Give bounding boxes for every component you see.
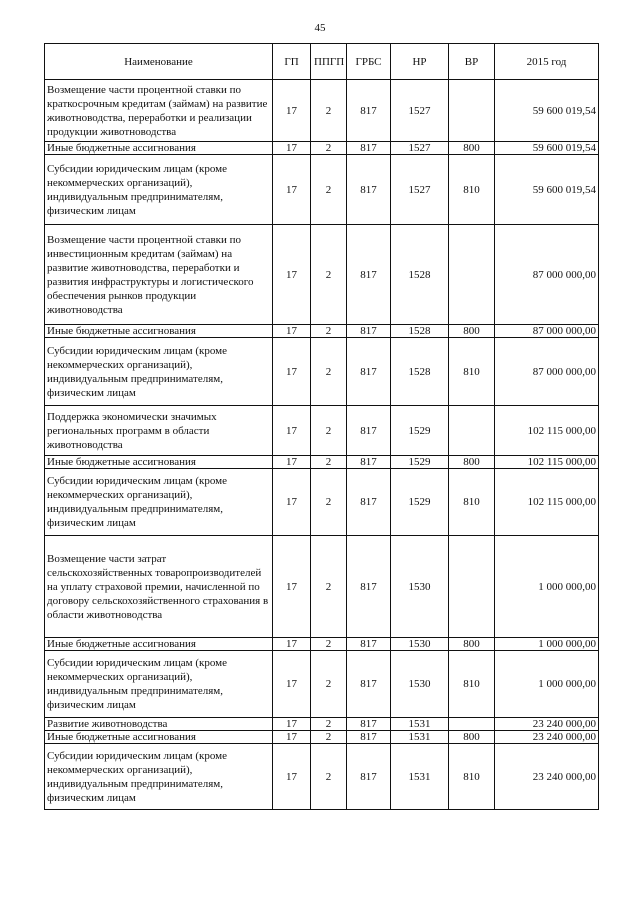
header-vr: ВР (449, 44, 495, 80)
row-grbs: 817 (347, 651, 391, 718)
row-ppgp: 2 (311, 406, 347, 456)
row-grbs: 817 (347, 744, 391, 810)
row-grbs: 817 (347, 536, 391, 638)
row-nr: 1529 (391, 456, 449, 469)
table-row (45, 155, 599, 225)
row-name: Иные бюджетные ассигнования (45, 325, 273, 338)
row-amount: 23 240 000,00 (495, 744, 599, 810)
row-vr: 810 (449, 338, 495, 406)
row-gp: 17 (273, 469, 311, 536)
row-amount: 1 000 000,00 (495, 536, 599, 638)
table-row (45, 638, 599, 651)
row-nr: 1530 (391, 536, 449, 638)
row-grbs: 817 (347, 406, 391, 456)
row-amount: 59 600 019,54 (495, 80, 599, 142)
row-nr: 1529 (391, 406, 449, 456)
row-grbs: 817 (347, 338, 391, 406)
row-gp: 17 (273, 536, 311, 638)
row-vr (449, 80, 495, 142)
row-amount: 59 600 019,54 (495, 155, 599, 225)
table-row (45, 225, 599, 325)
header-grbs: ГРБС (347, 44, 391, 80)
row-amount: 87 000 000,00 (495, 325, 599, 338)
table-row (45, 731, 599, 744)
row-ppgp: 2 (311, 651, 347, 718)
row-ppgp: 2 (311, 536, 347, 638)
row-nr: 1528 (391, 325, 449, 338)
row-grbs: 817 (347, 325, 391, 338)
row-name: Возмещение части процентной ставки по краткосрочным кредитам (займам) на развитие животноводства, переработки и реализации продукции животноводства (45, 80, 273, 142)
row-vr: 800 (449, 638, 495, 651)
row-ppgp: 2 (311, 325, 347, 338)
row-gp: 17 (273, 651, 311, 718)
row-amount: 87 000 000,00 (495, 225, 599, 325)
header-ppgp: ППГП (311, 44, 347, 80)
row-ppgp: 2 (311, 638, 347, 651)
row-ppgp: 2 (311, 469, 347, 536)
table-row (45, 651, 599, 718)
row-nr: 1530 (391, 651, 449, 718)
table-row (45, 142, 599, 155)
row-name: Субсидии юридическим лицам (кроме некоммерческих организаций), индивидуальным предпринимателям, физическим лицам (45, 651, 273, 718)
row-name: Иные бюджетные ассигнования (45, 731, 273, 744)
row-name: Иные бюджетные ассигнования (45, 638, 273, 651)
row-amount: 59 600 019,54 (495, 142, 599, 155)
row-gp: 17 (273, 142, 311, 155)
row-name: Субсидии юридическим лицам (кроме некоммерческих организаций), индивидуальным предпринимателям, физическим лицам (45, 155, 273, 225)
row-vr: 800 (449, 456, 495, 469)
table-row (45, 325, 599, 338)
row-ppgp: 2 (311, 456, 347, 469)
row-nr: 1531 (391, 718, 449, 731)
row-amount: 102 115 000,00 (495, 406, 599, 456)
table-row (45, 456, 599, 469)
row-grbs: 817 (347, 731, 391, 744)
row-nr: 1527 (391, 155, 449, 225)
row-nr: 1530 (391, 638, 449, 651)
row-gp: 17 (273, 718, 311, 731)
row-gp: 17 (273, 406, 311, 456)
row-grbs: 817 (347, 638, 391, 651)
row-grbs: 817 (347, 225, 391, 325)
row-name: Иные бюджетные ассигнования (45, 142, 273, 155)
header-nr: НР (391, 44, 449, 80)
row-name: Иные бюджетные ассигнования (45, 456, 273, 469)
header-name: Наименование (45, 44, 273, 80)
row-vr: 800 (449, 731, 495, 744)
row-name: Субсидии юридическим лицам (кроме некоммерческих организаций), индивидуальным предпринимателям, физическим лицам (45, 338, 273, 406)
table-row (45, 80, 599, 142)
row-gp: 17 (273, 325, 311, 338)
page-number: 45 (314, 22, 326, 34)
row-amount: 102 115 000,00 (495, 469, 599, 536)
row-ppgp: 2 (311, 225, 347, 325)
row-grbs: 817 (347, 142, 391, 155)
row-grbs: 817 (347, 469, 391, 536)
row-gp: 17 (273, 731, 311, 744)
row-nr: 1527 (391, 80, 449, 142)
row-gp: 17 (273, 225, 311, 325)
row-vr: 810 (449, 744, 495, 810)
budget-table (44, 43, 599, 810)
row-ppgp: 2 (311, 338, 347, 406)
row-name: Возмещение части затрат сельскохозяйственных товаропроизводителей на уплату страховой премии, начисленной по договору сельскохозяйственного страхования в области животноводства (45, 536, 273, 638)
row-nr: 1531 (391, 731, 449, 744)
row-name: Возмещение части процентной ставки по инвестиционным кредитам (займам) на развитие животноводства, переработки и развития инфраструктуры и логистического обеспечения рынков продукции животноводства (45, 225, 273, 325)
row-vr (449, 406, 495, 456)
table-row (45, 536, 599, 638)
row-vr: 810 (449, 155, 495, 225)
row-vr (449, 225, 495, 325)
row-name: Поддержка экономически значимых региональных программ в области животноводства (45, 406, 273, 456)
row-amount: 1 000 000,00 (495, 651, 599, 718)
row-grbs: 817 (347, 155, 391, 225)
row-ppgp: 2 (311, 718, 347, 731)
row-vr: 810 (449, 651, 495, 718)
row-vr (449, 718, 495, 731)
row-gp: 17 (273, 155, 311, 225)
row-vr (449, 536, 495, 638)
table-row (45, 338, 599, 406)
row-amount: 87 000 000,00 (495, 338, 599, 406)
row-ppgp: 2 (311, 155, 347, 225)
table-row (45, 718, 599, 731)
table-row (45, 406, 599, 456)
row-grbs: 817 (347, 80, 391, 142)
table-row (45, 469, 599, 536)
row-name: Развитие животноводства (45, 718, 273, 731)
row-gp: 17 (273, 80, 311, 142)
row-grbs: 817 (347, 718, 391, 731)
row-ppgp: 2 (311, 744, 347, 810)
row-nr: 1529 (391, 469, 449, 536)
row-ppgp: 2 (311, 80, 347, 142)
row-ppgp: 2 (311, 731, 347, 744)
row-nr: 1531 (391, 744, 449, 810)
row-gp: 17 (273, 456, 311, 469)
header-year-2015: 2015 год (495, 44, 599, 80)
row-vr: 810 (449, 469, 495, 536)
row-amount: 23 240 000,00 (495, 731, 599, 744)
table-header-row (45, 44, 599, 80)
header-gp: ГП (273, 44, 311, 80)
table-row (45, 744, 599, 810)
row-nr: 1528 (391, 338, 449, 406)
row-amount: 23 240 000,00 (495, 718, 599, 731)
row-vr: 800 (449, 142, 495, 155)
row-name: Субсидии юридическим лицам (кроме некоммерческих организаций), индивидуальным предпринимателям, физическим лицам (45, 469, 273, 536)
row-grbs: 817 (347, 456, 391, 469)
row-gp: 17 (273, 638, 311, 651)
row-vr: 800 (449, 325, 495, 338)
row-gp: 17 (273, 744, 311, 810)
row-amount: 102 115 000,00 (495, 456, 599, 469)
row-nr: 1527 (391, 142, 449, 155)
row-nr: 1528 (391, 225, 449, 325)
row-gp: 17 (273, 338, 311, 406)
row-name: Субсидии юридическим лицам (кроме некоммерческих организаций), индивидуальным предпринимателям, физическим лицам (45, 744, 273, 810)
row-amount: 1 000 000,00 (495, 638, 599, 651)
row-ppgp: 2 (311, 142, 347, 155)
